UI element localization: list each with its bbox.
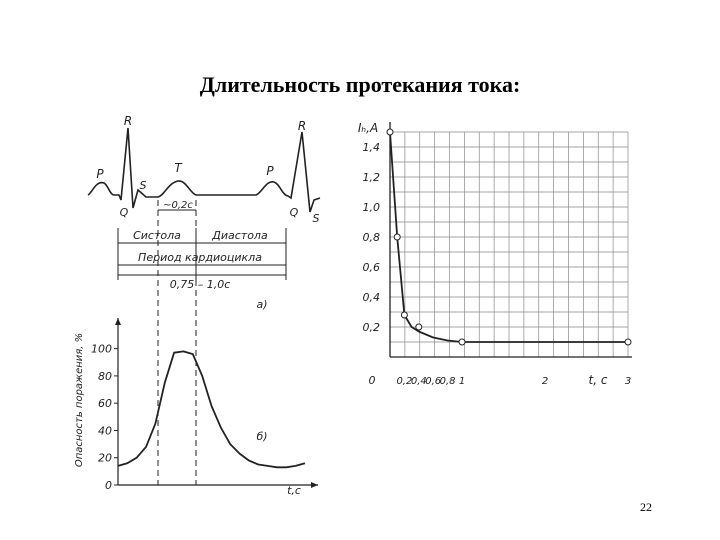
cur-marker-1: [394, 234, 400, 240]
cur-y-tick-label-1: 0,4: [362, 291, 380, 304]
fib-x-axis-label: t,с: [287, 484, 301, 497]
cur-y-tick-label-0: 0,2: [362, 321, 380, 334]
fib-panel-label: б): [256, 430, 268, 443]
ecg-label-r-left: R: [123, 114, 133, 128]
ecg-label-cycle: Период кардиоцикла: [138, 251, 262, 264]
cur-x-tick-label-7: 3: [624, 376, 632, 387]
slide-title: Длительность протекания тока:: [199, 72, 521, 97]
fib-y-tick-label-20: 20: [98, 451, 112, 465]
ecg-trace: [88, 128, 320, 212]
ecg-panel-label: а): [256, 298, 268, 311]
fib-y-arrow: [115, 318, 121, 325]
cur-y-tick-label-5: 1,2: [362, 171, 380, 184]
ecg-label-diastole: Диастола: [212, 229, 268, 242]
cur-x-tick-label-5: 1: [458, 376, 466, 387]
ecg-label-t: T: [174, 161, 182, 175]
ecg-label-r-right: R: [297, 119, 307, 133]
cur-y-tick-label-6: 1,4: [362, 141, 380, 154]
fib-curve: [118, 351, 305, 467]
cur-y-axis-label: Iₕ,А: [357, 121, 379, 135]
cur-y-tick-label-3: 0,8: [362, 231, 380, 244]
cur-x-tick-label-6: 2: [541, 376, 549, 387]
cur-marker-4: [459, 339, 465, 345]
ecg-label-q-right: Q: [289, 206, 299, 219]
cur-x-tick-label-2: 0,4: [410, 376, 427, 387]
ecg-label-cycle-duration: 0,75 – 1,0с: [169, 278, 231, 291]
cur-marker-0: [387, 129, 393, 135]
cur-marker-3: [416, 324, 422, 330]
ecg-label-p-left: P: [96, 167, 104, 181]
cur-marker-5: [625, 339, 631, 345]
fib-y-tick-label-100: 100: [91, 342, 112, 356]
cur-x-tick-label-0: 0: [368, 374, 376, 387]
fib-y-tick-label-40: 40: [98, 424, 112, 438]
cur-y-tick-label-4: 1,0: [362, 201, 380, 214]
fib-y-axis-label: Опасность поражения, %: [74, 332, 85, 468]
ecg-label-s-right: S: [312, 212, 320, 225]
ecg-label-q-left: Q: [119, 206, 129, 219]
page-number: 22: [640, 500, 652, 514]
cur-x-tick-label-4: 0,8: [439, 376, 456, 387]
cur-marker-2: [401, 312, 407, 318]
cur-y-tick-label-2: 0,6: [362, 261, 380, 274]
fib-y-tick-label-80: 80: [98, 369, 112, 383]
ecg-label-s-left: S: [139, 179, 147, 192]
ecg-label-p-right: P: [266, 164, 274, 178]
cur-x-tick-label-1: 0,2: [396, 376, 413, 387]
fib-y-tick-label-60: 60: [98, 397, 112, 411]
cur-x-axis-label: t, с: [588, 373, 608, 387]
fib-x-arrow: [311, 482, 318, 488]
ecg-label-t-duration: ~0,2с: [163, 200, 193, 211]
cur-x-tick-label-3: 0,6: [425, 376, 442, 387]
ecg-label-systole: Систола: [133, 229, 181, 242]
fib-y-tick-label-0: 0: [105, 479, 112, 492]
